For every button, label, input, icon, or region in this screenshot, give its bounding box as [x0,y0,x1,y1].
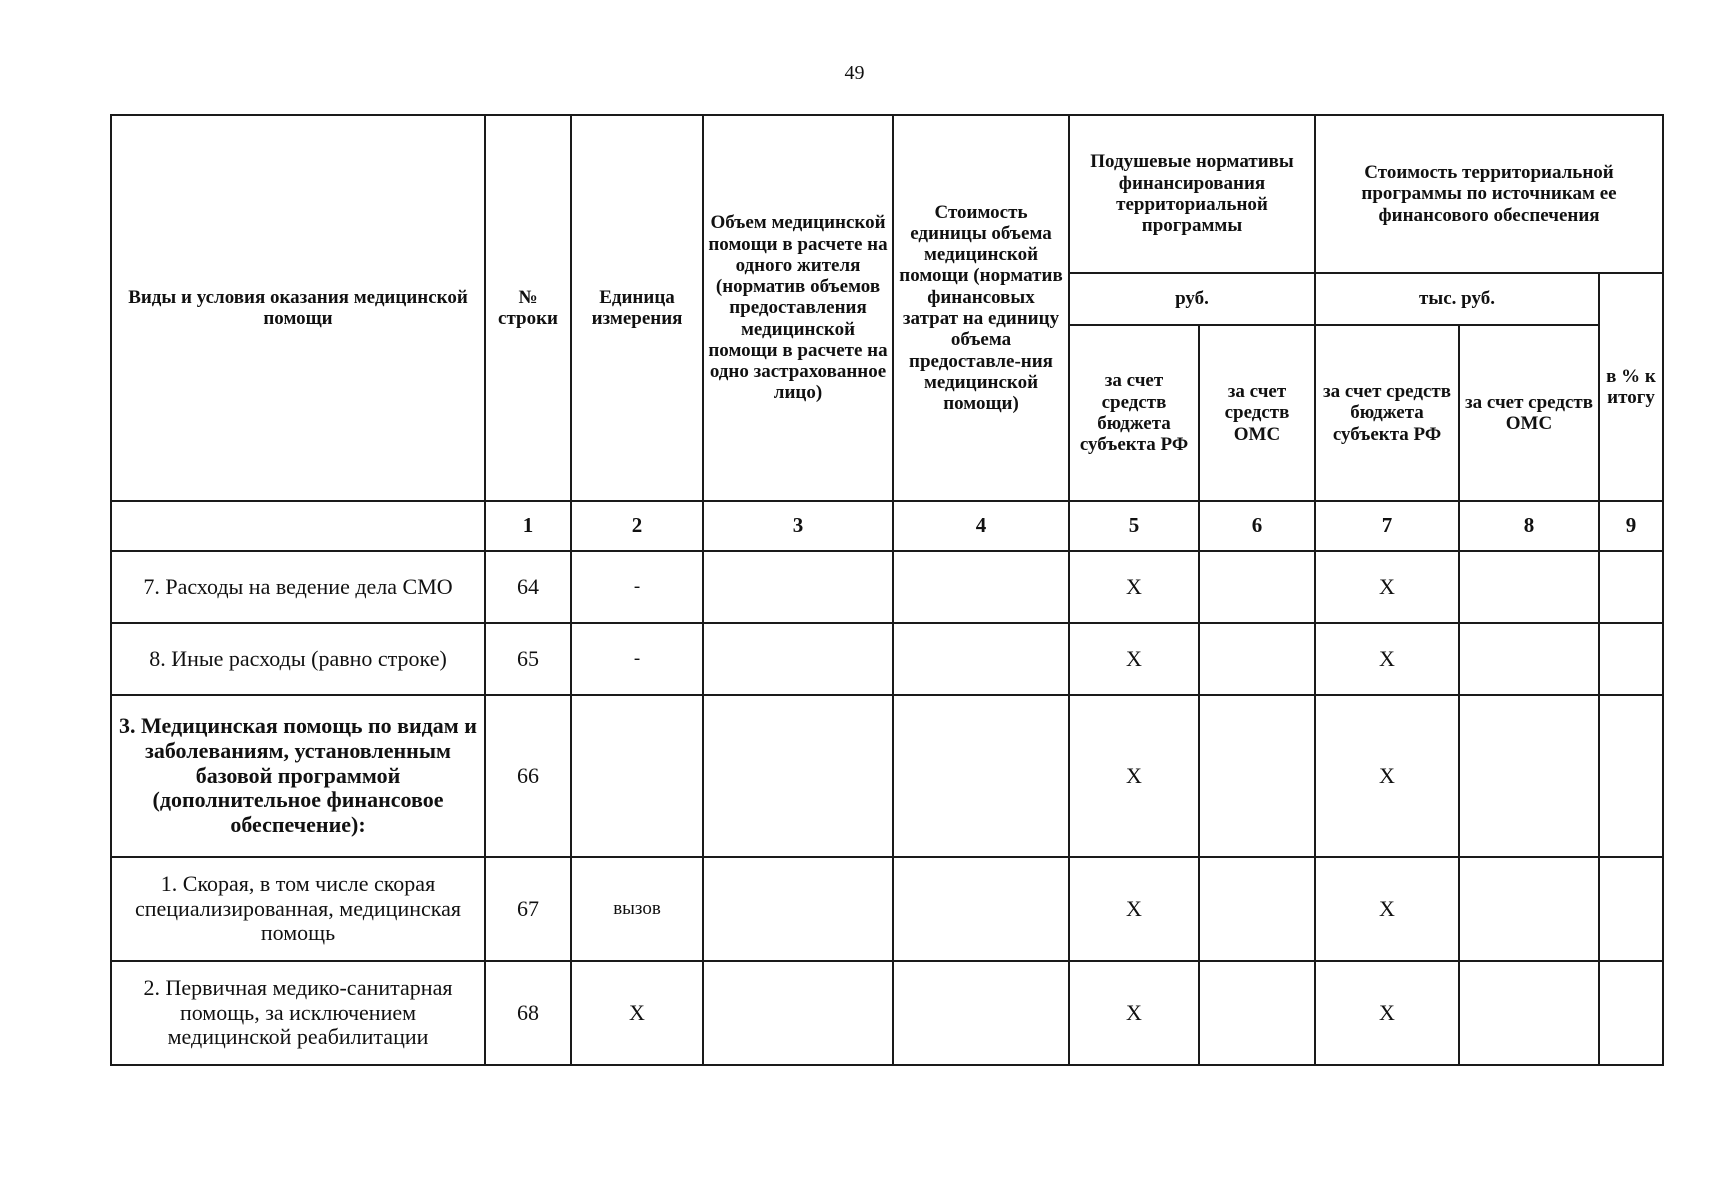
row-volume [703,551,893,623]
row-percent [1599,857,1663,961]
column-number: 9 [1599,501,1663,551]
row-oms-thous [1459,551,1599,623]
header-budget-rf: за счет средств бюджета субъекта РФ [1069,325,1199,501]
column-number: 3 [703,501,893,551]
row-line-number: 64 [485,551,571,623]
header-percent: в % к итогу [1599,273,1663,501]
row-unit-cost [893,961,1069,1065]
column-number [111,501,485,551]
row-percent [1599,961,1663,1065]
row-unit-cost [893,623,1069,695]
row-unit: вызов [571,857,703,961]
row-volume [703,623,893,695]
table-row [111,961,1663,1065]
header-program-cost: Стоимость территориальной программы по источникам ее финансового обеспечения [1315,115,1663,273]
row-unit [571,695,703,857]
row-budget-rf: X [1069,857,1199,961]
territorial-program-table [110,114,1664,1066]
row-line-number: 65 [485,623,571,695]
row-oms-thous [1459,857,1599,961]
row-volume [703,961,893,1065]
row-budget-rf: X [1069,961,1199,1065]
row-budget-rf-thous: X [1315,695,1459,857]
column-number: 4 [893,501,1069,551]
row-budget-rf: X [1069,623,1199,695]
column-number: 1 [485,501,571,551]
header-unit-cost: Стоимость единицы объема медицинской помощи (норматив финансовых затрат на единицу объема предоставле-ния медицинской помощи) [893,115,1069,501]
row-name: 2. Первичная медико-санитарная помощь, за исключением медицинской реабилитации [111,961,485,1065]
column-number: 6 [1199,501,1315,551]
header-volume: Объем медицинской помощи в расчете на одного жителя (норматив объемов предоставления медицинской помощи в расчете на одно застрахованное лицо) [703,115,893,501]
row-oms [1199,961,1315,1065]
table-row [111,551,1663,623]
row-budget-rf: X [1069,551,1199,623]
row-oms-thous [1459,961,1599,1065]
row-percent [1599,623,1663,695]
header-thous-rub: тыс. руб. [1315,273,1599,325]
row-oms [1199,857,1315,961]
row-unit: X [571,961,703,1065]
row-unit-cost [893,551,1069,623]
header-oms: за счет средств ОМС [1199,325,1315,501]
header-row-number: № строки [485,115,571,501]
row-percent [1599,695,1663,857]
header-oms-thous: за счет средств ОМС [1459,325,1599,501]
row-volume [703,695,893,857]
row-oms [1199,695,1315,857]
row-oms [1199,623,1315,695]
header-types: Виды и условия оказания медицинской помощи [111,115,485,501]
row-unit: - [571,623,703,695]
row-budget-rf-thous: X [1315,857,1459,961]
row-line-number: 68 [485,961,571,1065]
row-volume [703,857,893,961]
row-name: 1. Скорая, в том числе скорая специализированная, медицинская помощь [111,857,485,961]
table-row [111,857,1663,961]
row-name: 7. Расходы на ведение дела СМО [111,551,485,623]
row-budget-rf-thous: X [1315,623,1459,695]
row-oms [1199,551,1315,623]
row-oms-thous [1459,695,1599,857]
column-number: 2 [571,501,703,551]
column-numbers-row [111,501,1663,551]
table-row [111,623,1663,695]
row-oms-thous [1459,623,1599,695]
table-row [111,695,1663,857]
header-per-capita: Подушевые нормативы финансирования территориальной программы [1069,115,1315,273]
column-number: 7 [1315,501,1459,551]
column-number: 8 [1459,501,1599,551]
row-percent [1599,551,1663,623]
row-budget-rf: X [1069,695,1199,857]
row-budget-rf-thous: X [1315,961,1459,1065]
column-number: 5 [1069,501,1199,551]
row-name: 3. Медицинская помощь по видам и заболеваниям, установленным базовой программой (дополнительное финансовое обеспечение): [111,695,485,857]
header-budget-rf-thous: за счет средств бюджета субъекта РФ [1315,325,1459,501]
row-name: 8. Иные расходы (равно строке) [111,623,485,695]
page-number: 49 [844,62,865,84]
header-unit: Единица измерения [571,115,703,501]
row-unit-cost [893,857,1069,961]
row-line-number: 67 [485,857,571,961]
row-unit: - [571,551,703,623]
row-unit-cost [893,695,1069,857]
row-budget-rf-thous: X [1315,551,1459,623]
row-line-number: 66 [485,695,571,857]
header-rub: руб. [1069,273,1315,325]
